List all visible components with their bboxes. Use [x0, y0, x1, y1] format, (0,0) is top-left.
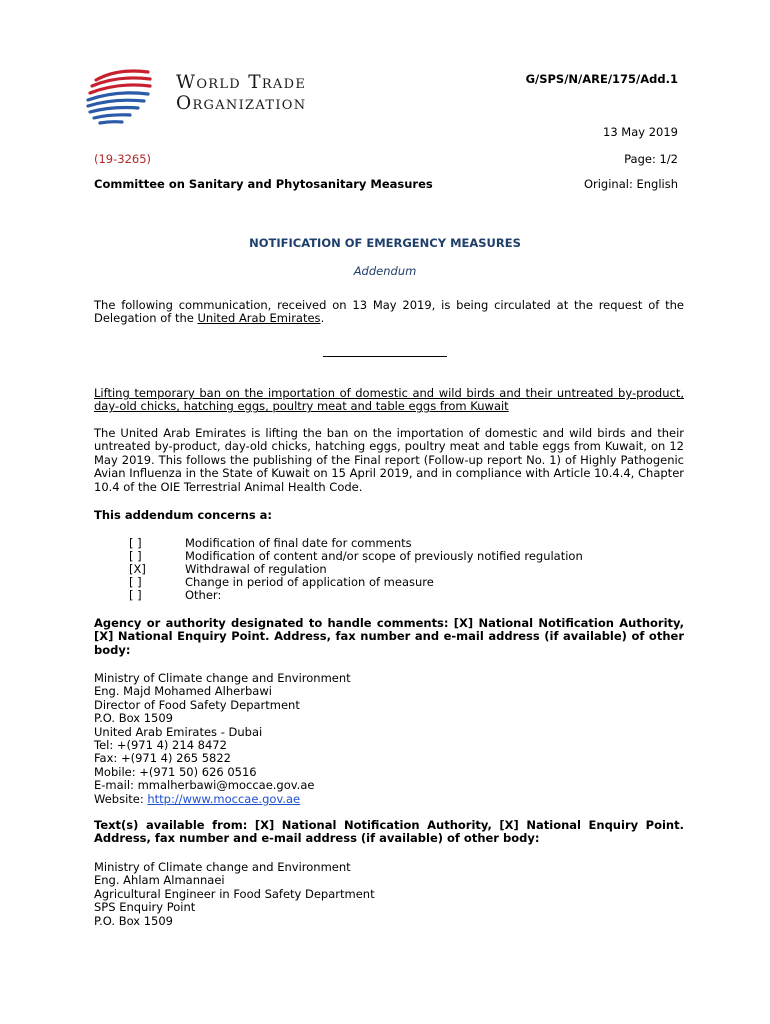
concern-item	[129, 589, 221, 602]
concerns-title: This addendum concerns a:	[94, 508, 273, 522]
checkbox-checked: [X]	[129, 562, 146, 576]
committee-name: Committee on Sanitary and Phytosanitary Measures	[94, 177, 433, 191]
checkbox: [ ]	[129, 549, 142, 563]
org-name-line1: World Trade	[176, 72, 307, 93]
contact-line: Director of Food Safety Department	[94, 697, 300, 712]
concern-label: Withdrawal of regulation	[185, 562, 327, 576]
page-subtitle: Addendum	[353, 264, 417, 278]
contact-line: Eng. Ahlam Almannaei	[94, 873, 225, 888]
contact-line: United Arab Emirates - Dubai	[94, 724, 263, 739]
contact-line: Tel: +(971 4) 214 8472	[94, 738, 227, 753]
org-name-line2: Organization	[176, 93, 307, 114]
intro-text-after: .	[320, 311, 325, 326]
divider	[323, 356, 447, 357]
wto-logo-text	[176, 72, 306, 114]
contact-line: P.O. Box 1509	[94, 711, 173, 726]
concern-label: Modification of content and/or scope of previously notified regulation	[185, 549, 583, 563]
intro-paragraph	[94, 299, 684, 326]
checkbox: [ ]	[129, 588, 142, 602]
document-date: 13 May 2019	[603, 125, 678, 139]
website-line	[94, 793, 684, 806]
reference-number: (19-3265)	[94, 152, 152, 166]
concern-label: Other:	[185, 588, 222, 602]
wto-logo-icon	[78, 68, 170, 126]
subject-title-text: Lifting temporary ban on the importation of domestic and wild birds and their untreated by-product, day-old chicks, hatching eggs, poultry meat and table eggs from Kuwait	[94, 386, 684, 414]
texts-contact-block	[94, 861, 684, 928]
checkbox: [ ]	[129, 575, 142, 589]
page-title: NOTIFICATION OF EMERGENCY MEASURES	[249, 236, 521, 250]
contact-line: Fax: +(971 4) 265 5822	[94, 751, 232, 766]
concern-label: Change in period of application of measure	[185, 575, 434, 589]
page-number: Page: 1/2	[624, 152, 678, 166]
contact-line: Ministry of Climate change and Environment	[94, 860, 351, 874]
texts-section-title: Text(s) available from: [X] National Notification Authority, [X] National Enquiry Point. Address, fax number and e-mail address (if available) of other body:	[94, 818, 684, 846]
contact-line: Agricultural Engineer in Food Safety Department	[94, 886, 375, 901]
original-language: Original: English	[583, 177, 678, 191]
website-link[interactable]: http://www.moccae.gov.ae	[147, 791, 301, 806]
website-label: Website:	[94, 791, 148, 806]
document-number: G/SPS/N/ARE/175/Add.1	[525, 72, 678, 86]
checkbox: [ ]	[129, 536, 142, 550]
contact-line: E-mail: mmalherbawi@moccae.gov.ae	[94, 778, 315, 793]
body-paragraph: The United Arab Emirates is lifting the ban on the importation of domestic and wild birds and their untreated by-product, day-old chicks, hatching eggs, poultry meat and table eggs from Kuwait, on 12 May 2019. This follows the publishing of the Final report (Follow-up report No. 1) of Highly Pathogenic Avian Influenza in the State of Kuwait on 15 April 2019, and in compliance with Article 10.4.4, Chapter 10.4 of the OIE Terrestrial Animal Health Code.	[94, 426, 684, 494]
contact-line: P.O. Box 1509	[94, 913, 173, 928]
contact-line: Mobile: +(971 50) 626 0516	[94, 764, 257, 779]
contact-line: Eng. Majd Mohamed Alherbawi	[94, 684, 272, 699]
subject-title	[94, 387, 684, 414]
contact-line: Ministry of Climate change and Environment	[94, 671, 351, 685]
comments-contact-block	[94, 672, 684, 806]
concern-item	[129, 576, 434, 589]
country-link[interactable]: United Arab Emirates	[197, 311, 321, 326]
contact-line: SPS Enquiry Point	[94, 900, 196, 915]
comments-section-title: Agency or authority designated to handle comments: [X] National Notification Authority, [X] National Enquiry Point. Address, fax number and e-mail address (if available) of other body:	[94, 616, 684, 657]
intro-text-before: The following communication, received on 13 May 2019, is being circulated at the request of the Delegation of the	[94, 298, 684, 326]
concern-label: Modification of final date for comments	[185, 536, 412, 550]
